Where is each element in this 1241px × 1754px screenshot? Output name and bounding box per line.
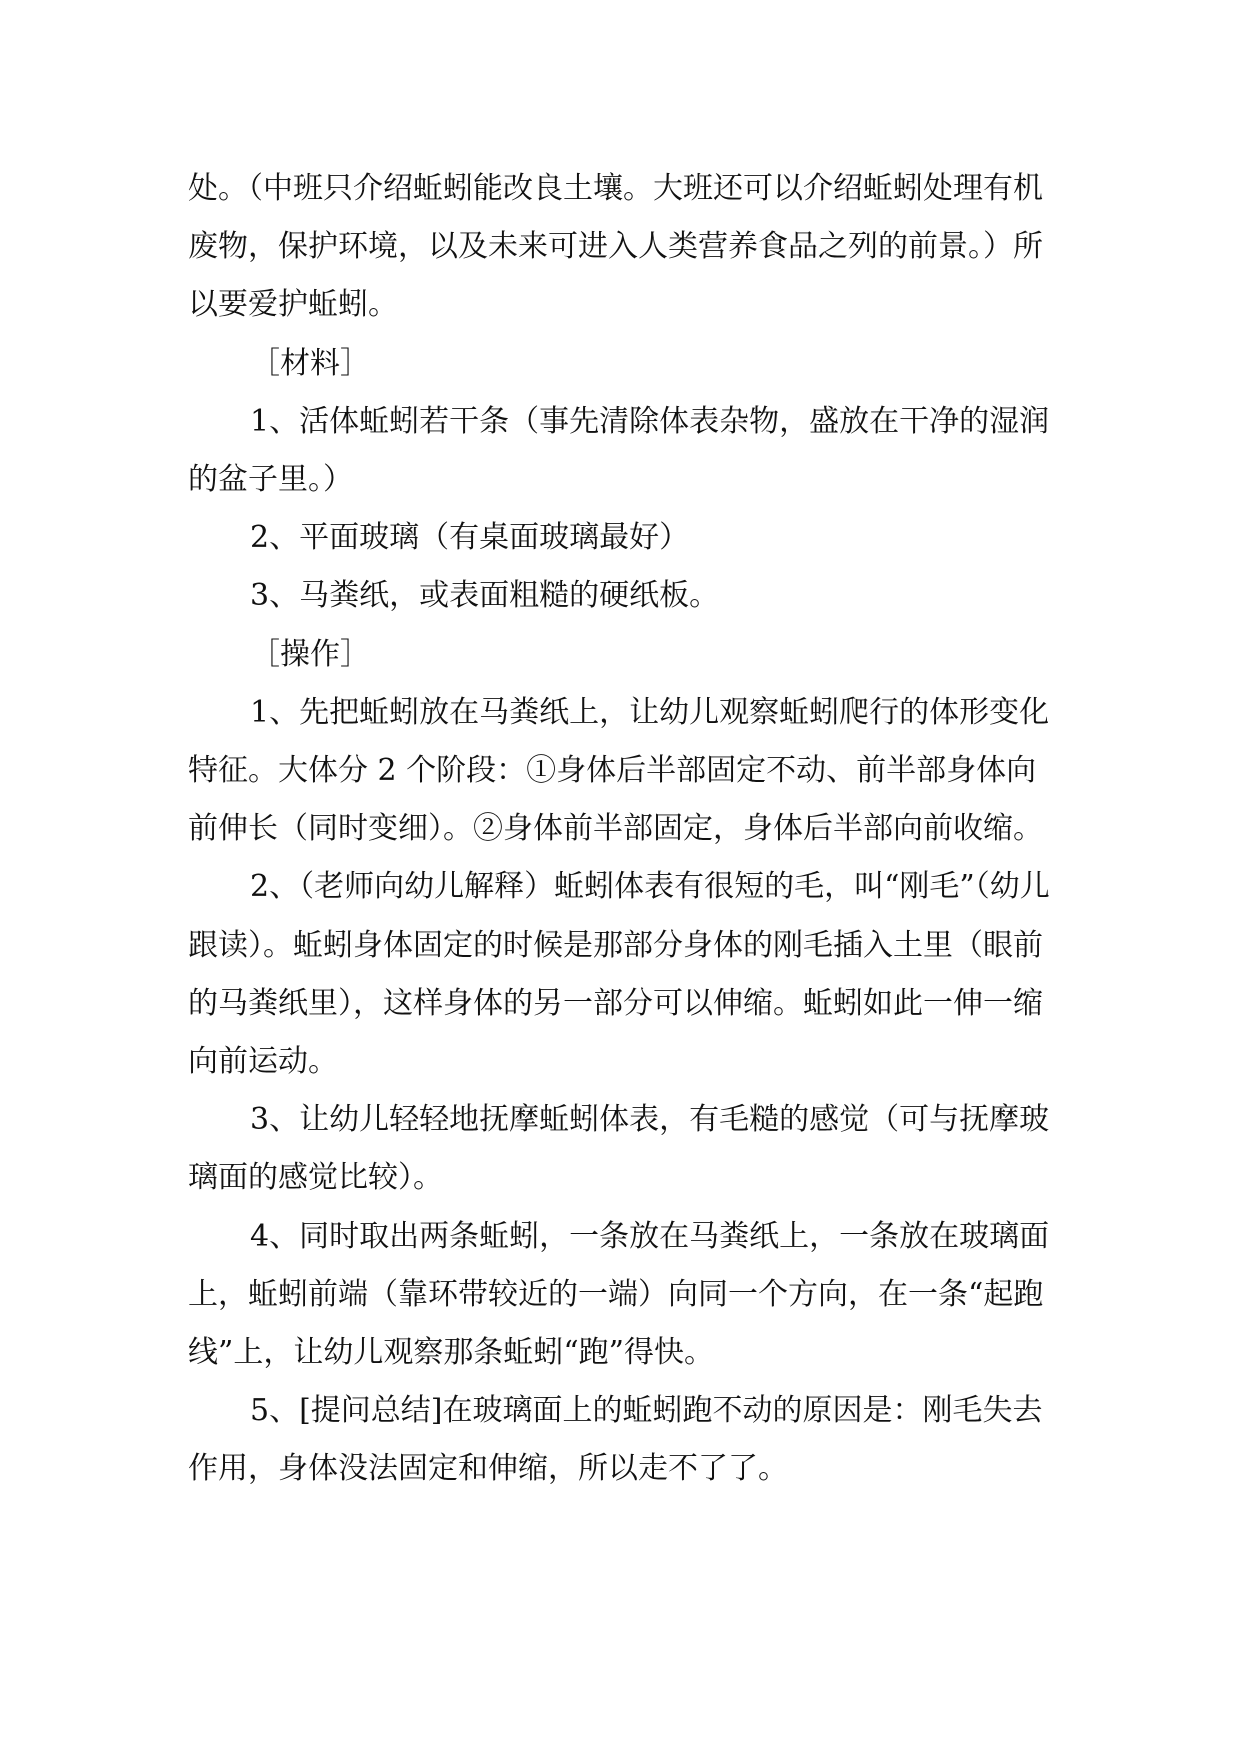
paragraph-intro-continuation: 处。（中班只介绍蚯蚓能改良土壤。大班还可以介绍蚯蚓处理有机废物，保护环境，以及未来可进入人类营养食品之列的前景。）所以要爱护蚯蚓。 (188, 171, 1043, 323)
section-heading-operation: ［操作］ (250, 636, 370, 672)
operation-step-3: 3、让幼儿轻轻地抚摩蚯蚓体表，有毛糙的感觉（可与抚摩玻璃面的感觉比较）。 (188, 1102, 1050, 1196)
materials-item-3: 3、马粪纸，或表面粗糙的硬纸板。 (250, 578, 720, 614)
operation-step-4: 4、同时取出两条蚯蚓，一条放在马粪纸上，一条放在玻璃面上，蚯蚓前端（靠环带较近的一端）向同一个方向，在一条“起跑线”上，让幼儿观察那条蚯蚓“跑”得快。 (188, 1218, 1050, 1371)
materials-item-1: 1、活体蚯蚓若干条（事先清除体表杂物，盛放在干净的湿润的盆子里。） (188, 403, 1050, 498)
document-page (188, 160, 1054, 1499)
materials-item-2: 2、平面玻璃（有桌面玻璃最好） (250, 520, 690, 556)
operation-step-1: 1、先把蚯蚓放在马粪纸上，让幼儿观察蚯蚓爬行的体形变化特征。大体分 2 个阶段：①身体后半部固定不动、前半部身体向前伸长（同时变细）。②身体前半部固定，身体后半部向前收缩。 (188, 694, 1050, 847)
operation-step-5: 5、[提问总结]在玻璃面上的蚯蚓跑不动的原因是：刚毛失去作用，身体没法固定和伸缩，所以走不了了。 (188, 1393, 1043, 1487)
operation-step-2: 2、（老师向幼儿解释）蚯蚓体表有很短的毛，叫“刚毛”（幼儿跟读）。蚯蚓身体固定的时候是那部分身体的刚毛插入土里（眼前的马粪纸里），这样身体的另一部分可以伸缩。蚯蚓如此一伸一缩向前运动。 (188, 869, 1050, 1080)
section-heading-materials: ［材料］ (250, 345, 370, 381)
